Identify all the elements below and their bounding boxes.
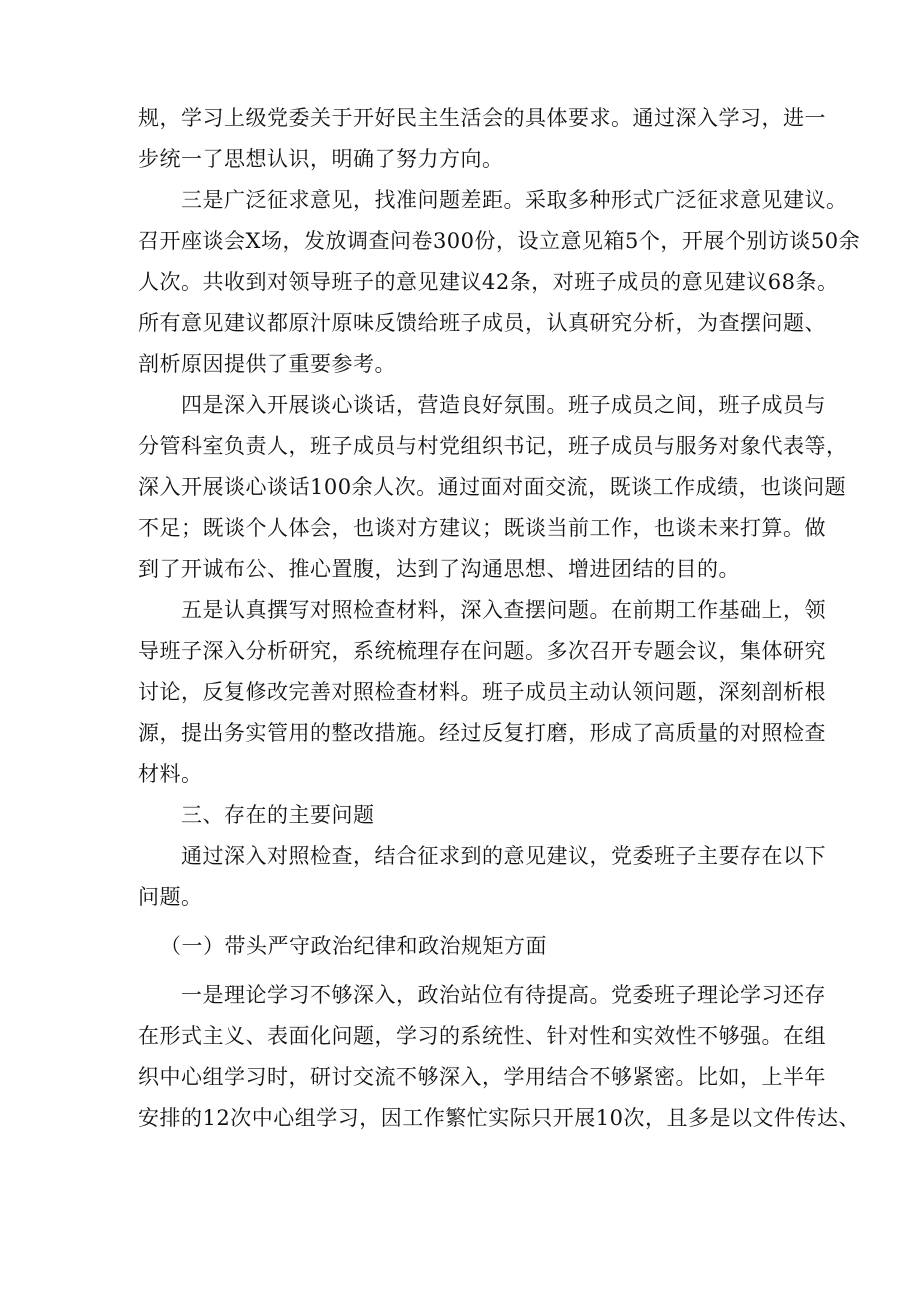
text-line: 在形式主义、表面化问题，学习的系统性、针对性和实效性不够强。在组	[138, 1024, 826, 1048]
text-line: 分管科室负责人，班子成员与村党组织书记，班子成员与服务对象代表等，	[138, 434, 848, 458]
text-line: 织中心组学习时，研讨交流不够深入，学用结合不够紧密。比如，上半年	[138, 1065, 826, 1089]
text-line: 安排的12次中心组学习，因工作繁忙实际只开展10次，且多是以文件传达、	[138, 1106, 860, 1130]
paragraph-start: 三是广泛征求意见，找准问题差距。采取多种形式广泛征求意见建议。	[181, 188, 848, 212]
text-line: 源，提出务实管用的整改措施。经过反复打磨，形成了高质量的对照检查	[138, 721, 826, 745]
text-line: 讨论，反复修改完善对照检查材料。班子成员主动认领问题，深刻剖析根	[138, 680, 826, 704]
spacer	[138, 967, 790, 975]
text-line: 问题。	[138, 885, 203, 909]
text-line: 所有意见建议都原汁原味反馈给班子成员，认真研究分析，为查摆问题、	[138, 311, 826, 335]
text-line: 规，学习上级党委关于开好民主生活会的具体要求。通过深入学习，进一	[138, 106, 826, 130]
text-line: 到了开诚布公、推心置腹，达到了沟通思想、增进团结的目的。	[138, 557, 740, 581]
paragraph-start: 一是理论学习不够深入，政治站位有待提高。党委班子理论学习还存	[181, 983, 826, 1007]
text-line: 剖析原因提供了重要参考。	[138, 352, 396, 376]
paragraph-start: 通过深入对照检查，结合征求到的意见建议，党委班子主要存在以下	[181, 844, 826, 868]
text-line: 深入开展谈心谈话100余人次。通过面对面交流，既谈工作成绩，也谈问题	[138, 475, 847, 499]
document-page	[138, 98, 861, 1139]
paragraph-start: 五是认真撰写对照检查材料，深入查摆问题。在前期工作基础上，领	[181, 598, 826, 622]
section-heading: 三、存在的主要问题	[181, 803, 375, 827]
text-line: 人次。共收到对领导班子的意见建议42条，对班子成员的意见建议68条。	[138, 270, 839, 294]
text-line: 材料。	[138, 762, 203, 786]
subsection-heading: （一）带头严守政治纪律和政治规矩方面	[160, 934, 547, 958]
text-line: 导班子深入分析研究，系统梳理存在问题。多次召开专题会议，集体研究	[138, 639, 826, 663]
paragraph-start: 四是深入开展谈心谈话，营造良好氛围。班子成员之间，班子成员与	[181, 393, 826, 417]
spacer	[138, 918, 790, 926]
text-line: 召开座谈会X场，发放调查问卷300份，设立意见箱5个，开展个别访谈50余	[138, 229, 861, 253]
text-line: 步统一了思想认识，明确了努力方向。	[138, 147, 504, 171]
text-line: 不足；既谈个人体会，也谈对方建议；既谈当前工作，也谈未来打算。做	[138, 516, 826, 540]
